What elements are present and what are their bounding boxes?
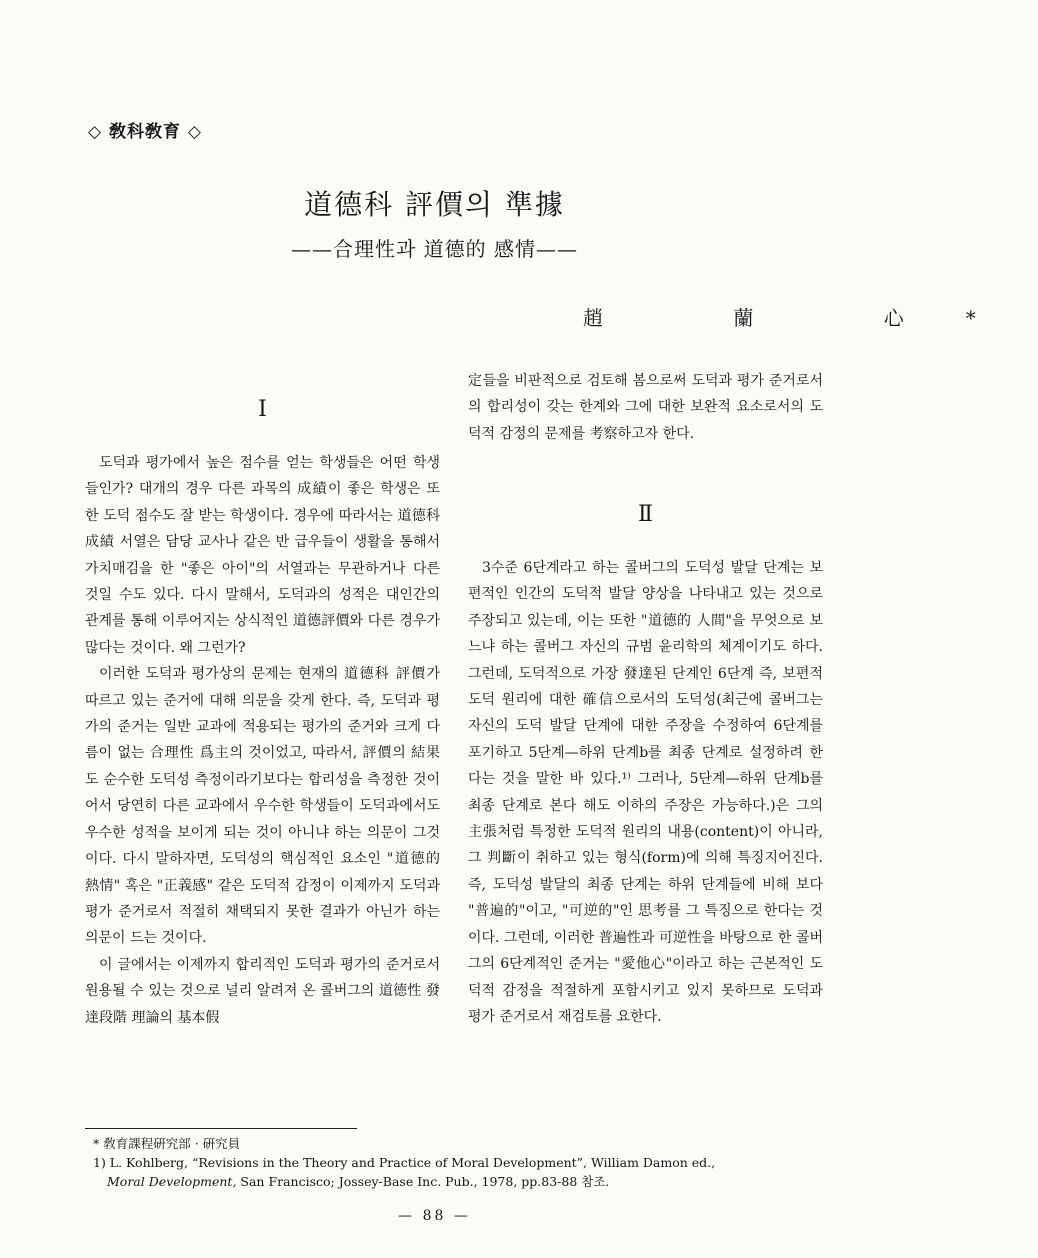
right-column (468, 368, 823, 447)
author-name: 趙 蘭 心* (583, 306, 1038, 330)
article-subtitle: ——合理性과 道德的 感情—— (290, 237, 579, 261)
page-number: — 88 — (398, 1208, 471, 1224)
paragraph: 定들을 비판적으로 검토해 봄으로써 도덕과 평가 준거로서의 합리성이 갖는 한계와 그에 대한 보완적 요소로서의 도덕적 감정의 문제를 考察하고자 한다. (468, 373, 823, 442)
footnote-1-line-1: 1) L. Kohlberg, “Revisions in the Theory and Practice of Moral Development”, William Damon ed., (93, 1155, 716, 1170)
paragraph: 3수준 6단계라고 하는 콜버그의 도덕성 발달 단계는 보편적인 인간의 도덕적 발달 양상을 나타내고 있는 것으로 주장되고 있는데, 이는 또한 "道德的 人間"을 무엇으로 보느냐 하는 콜버그 자신의 규범 윤리학의 체계이기도 하다. 그런데, 도덕적으로 가장 發達된 단계인 6단계 즉, 보편적 도덕 원리에 대한 確信으로서의 도덕성(최근에 콜버그는 자신의 도덕 발달 단계에 대한 주장을 수정하여 6단계를 포기하고 5단계—하위 단계b를 최종 단계로 설정하려 한다는 것을 말한 바 있다.¹⁾ 그러나, 5단계—하위 단계b를 최종 단계로 본다 해도 이하의 주장은 가능하다.)은 그의 主張처럼 특정한 도덕적 원리의 내용(content)이 아니라, 그 判斷이 취하고 있는 형식(form)에 의해 특징지어진다. 즉, 도덕성 발달의 최종 단계는 하위 단계들에 비해 보다 "普遍的"이고, "可逆的"인 思考를 그 특징으로 한다는 것이다. 그런데, 이러한 普遍性과 可逆性을 바탕으로 한 콜버그의 6단계적인 준거는 "愛他心"이라고 하는 근본적인 도덕적 감정을 적절하게 포함시키고 있지 못하므로 도덕과 평가 준거로서 재검토를 요한다. (468, 560, 823, 1025)
footnotes (93, 1134, 833, 1191)
footnote-book-title: Moral Development, (107, 1174, 237, 1189)
footnote-affiliation: * 敎育課程硏究部 · 硏究員 (93, 1136, 241, 1151)
footnote-publisher: San Francisco; Jossey-Base Inc. Pub., 1978, pp.83-88 참조. (236, 1174, 610, 1189)
section-heading-1: Ⅰ (258, 397, 267, 422)
section-tag: ◇ 敎科敎育 ◇ (88, 122, 202, 142)
section-heading-2: Ⅱ (638, 502, 653, 527)
paragraph: 이러한 도덕과 평가상의 문제는 현재의 道德科 評價가 따르고 있는 준거에 대해 의문을 갖게 한다. 즉, 도덕과 평가의 준거는 일반 교과에 적용되는 평가의 준거와 크게 다름이 없는 合理性 爲主의 것이었고, 따라서, 評價의 結果도 순수한 도덕성 측정이라기보다는 합리성을 측정한 것이어서 당연히 다른 교과에서 우수한 학생들이 도덕과에서도 우수한 성적을 보이게 되는 것이 아니냐 하는 의문이 그것이다. 다시 말하자면, 도덕성의 핵심적인 요소인 "道德的 熱情" 혹은 "正義感" 같은 도덕적 감정이 이제까지 도덕과 평가 준거로서 적절히 채택되지 못한 결과가 아닌가 하는 의문이 드는 것이다. (85, 666, 440, 947)
article-title: 道德科 評價의 準據 (304, 188, 565, 221)
right-column-body (468, 555, 823, 1030)
footnote-1-line-2 (93, 1172, 833, 1191)
footnote-divider (85, 1128, 357, 1129)
paragraph: 이 글에서는 이제까지 합리적인 도덕과 평가의 준거로서 원용될 수 있는 것으로 널리 알려져 온 콜버그의 道德性 發達段階 理論의 基本假 (85, 956, 440, 1026)
left-column (85, 450, 440, 1031)
paragraph: 도덕과 평가에서 높은 점수를 얻는 학생들은 어떤 학생들인가? 대개의 경우 다른 과목의 成績이 좋은 학생은 또한 도덕 점수도 잘 받는 학생이다. 경우에 따라서는 道德科 成績 서열은 담당 교사나 같은 반 급우들이 생활을 통해서 가치매김을 한 "좋은 아이"의 서열과는 무관하거나 다른 것일 수도 있다. 다시 말해서, 도덕과의 성적은 대인간의 관계를 통해 이루어지는 상식적인 道德評價와 다른 경우가 많다는 것이다. 왜 그런가? (85, 455, 440, 656)
